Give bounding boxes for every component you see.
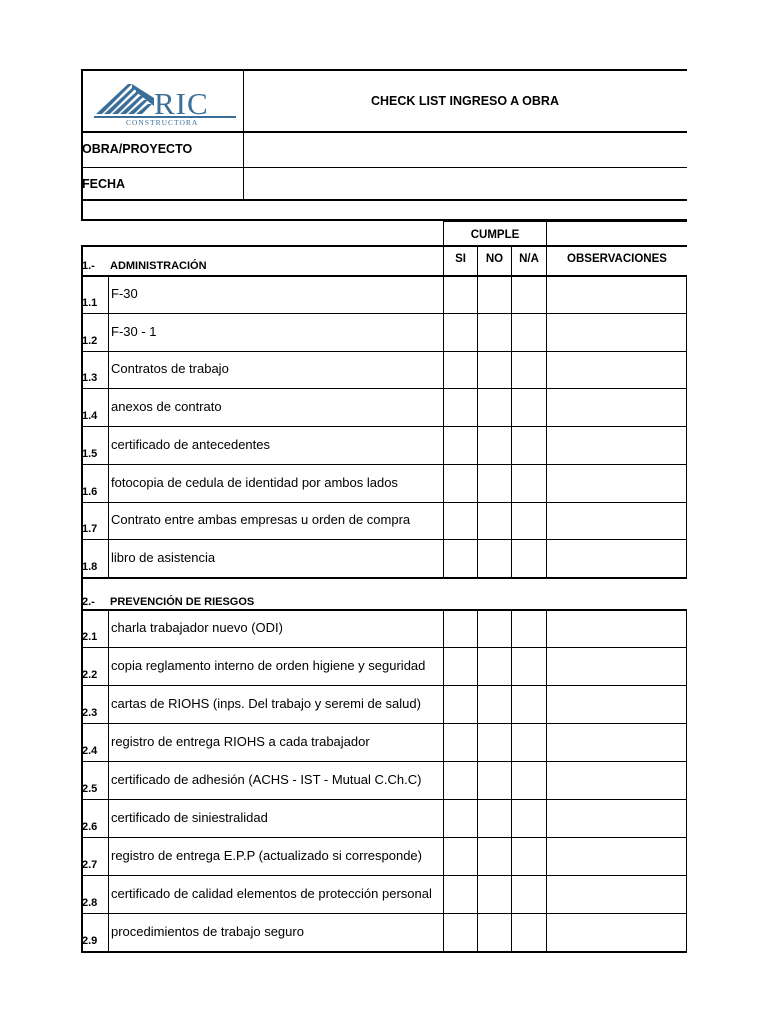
item-label: cartas de RIOHS (inps. Del trabajo y seremi de salud): [111, 696, 421, 711]
item-number: 2.9: [82, 935, 98, 947]
observaciones-field[interactable]: [547, 389, 686, 426]
item-number: 1.6: [82, 485, 98, 498]
no-checkbox[interactable]: [478, 914, 511, 951]
observaciones-field[interactable]: [547, 352, 686, 389]
observaciones-field[interactable]: [547, 503, 686, 540]
observaciones-field[interactable]: [547, 314, 686, 351]
no-checkbox[interactable]: [478, 686, 511, 723]
na-header: N/A: [519, 253, 539, 265]
cumple-header: CUMPLE: [470, 229, 520, 241]
item-number: 2.7: [82, 859, 98, 871]
no-checkbox[interactable]: [478, 838, 511, 875]
no-checkbox[interactable]: [478, 876, 511, 913]
observaciones-field[interactable]: [547, 724, 686, 761]
no-header: NO: [485, 253, 504, 265]
si-checkbox[interactable]: [444, 762, 477, 799]
fecha-field[interactable]: [244, 168, 687, 199]
si-checkbox[interactable]: [444, 876, 477, 913]
item-number: 2.6: [82, 821, 98, 833]
item-number: 1.3: [82, 372, 98, 385]
item-label: charla trabajador nuevo (ODI): [111, 620, 283, 635]
na-checkbox[interactable]: [512, 876, 546, 913]
no-checkbox[interactable]: [478, 389, 511, 426]
item-number: 2.8: [82, 897, 98, 909]
logo-text: RIC: [154, 86, 209, 121]
observaciones-field[interactable]: [547, 838, 686, 875]
item-label: fotocopia de cedula de identidad por ambos lados: [111, 474, 398, 490]
na-checkbox[interactable]: [512, 427, 546, 464]
observaciones-field[interactable]: [547, 540, 686, 577]
item-number: 2.3: [82, 707, 98, 719]
no-checkbox[interactable]: [478, 427, 511, 464]
observaciones-field[interactable]: [547, 648, 686, 685]
na-checkbox[interactable]: [512, 465, 546, 502]
si-checkbox[interactable]: [444, 838, 477, 875]
no-checkbox[interactable]: [478, 314, 511, 351]
item-number: 1.1: [82, 296, 98, 309]
si-checkbox[interactable]: [444, 724, 477, 761]
na-checkbox[interactable]: [512, 276, 546, 313]
item-number: 2.4: [82, 745, 98, 757]
item-label: libro de asistencia: [111, 550, 216, 565]
item-number: 1.7: [82, 523, 98, 536]
item-label: Contrato entre ambas empresas u orden de compra: [111, 512, 411, 528]
si-checkbox[interactable]: [444, 648, 477, 685]
observaciones-header: OBSERVACIONES: [567, 253, 667, 265]
na-checkbox[interactable]: [512, 762, 546, 799]
no-checkbox[interactable]: [478, 503, 511, 540]
na-checkbox[interactable]: [512, 914, 546, 951]
section-title-administracion: ADMINISTRACIÓN: [110, 260, 207, 272]
no-checkbox[interactable]: [478, 540, 511, 577]
logo-subtext: CONSTRUCTORA: [126, 118, 199, 127]
item-label: certificado de antecedentes: [111, 436, 270, 452]
section-number: 2.-: [82, 596, 95, 608]
observaciones-field[interactable]: [547, 762, 686, 799]
na-checkbox[interactable]: [512, 540, 546, 577]
observaciones-field[interactable]: [547, 465, 686, 502]
no-checkbox[interactable]: [478, 800, 511, 837]
no-checkbox[interactable]: [478, 648, 511, 685]
item-label: procedimientos de trabajo seguro: [111, 924, 304, 939]
na-checkbox[interactable]: [512, 352, 546, 389]
na-checkbox[interactable]: [512, 389, 546, 426]
na-checkbox[interactable]: [512, 800, 546, 837]
observaciones-field[interactable]: [547, 686, 686, 723]
item-label: certificado de calidad elementos de protección personal: [111, 886, 432, 901]
si-checkbox[interactable]: [444, 610, 477, 647]
observaciones-field[interactable]: [547, 914, 686, 951]
page-title: CHECK LIST INGRESO A OBRA: [371, 94, 559, 108]
item-number: 2.2: [82, 669, 98, 681]
no-checkbox[interactable]: [478, 352, 511, 389]
si-checkbox[interactable]: [444, 540, 477, 577]
section-title-prevencion: PREVENCIÓN DE RIESGOS: [110, 596, 255, 608]
si-checkbox[interactable]: [444, 314, 477, 351]
no-checkbox[interactable]: [478, 276, 511, 313]
na-checkbox[interactable]: [512, 686, 546, 723]
item-label: Contratos de trabajo: [111, 361, 229, 377]
na-checkbox[interactable]: [512, 314, 546, 351]
si-checkbox[interactable]: [444, 800, 477, 837]
si-checkbox[interactable]: [444, 352, 477, 389]
item-label: F-30: [111, 285, 138, 301]
si-checkbox[interactable]: [444, 389, 477, 426]
no-checkbox[interactable]: [478, 610, 511, 647]
item-label: anexos de contrato: [111, 399, 222, 414]
na-checkbox[interactable]: [512, 648, 546, 685]
company-logo: [92, 78, 240, 128]
no-checkbox[interactable]: [478, 465, 511, 502]
item-number: 2.1: [82, 631, 98, 643]
si-checkbox[interactable]: [444, 465, 477, 502]
item-number: 2.5: [82, 783, 98, 795]
item-label: copia reglamento interno de orden higiene y seguridad: [111, 658, 426, 673]
obra-label: OBRA/PROYECTO: [82, 142, 193, 156]
item-label: certificado de adhesión (ACHS - IST - Mutual C.Ch.C): [111, 772, 422, 787]
item-number: 1.8: [82, 561, 98, 573]
item-label: registro de entrega RIOHS a cada trabajador: [111, 734, 370, 749]
obra-field[interactable]: [244, 132, 687, 167]
na-checkbox[interactable]: [512, 503, 546, 540]
na-checkbox[interactable]: [512, 724, 546, 761]
si-header: SI: [455, 253, 466, 265]
si-checkbox[interactable]: [444, 914, 477, 951]
si-checkbox[interactable]: [444, 427, 477, 464]
section-number: 1.-: [82, 260, 95, 272]
observaciones-field[interactable]: [547, 610, 686, 647]
fecha-label: FECHA: [82, 177, 126, 191]
item-number: 1.4: [82, 410, 98, 422]
no-checkbox[interactable]: [478, 762, 511, 799]
si-checkbox[interactable]: [444, 686, 477, 723]
item-label: registro de entrega E.P.P (actualizado si corresponde): [111, 848, 422, 863]
observaciones-field[interactable]: [547, 800, 686, 837]
item-label: F-30 - 1: [111, 323, 157, 339]
observaciones-field[interactable]: [547, 276, 686, 313]
na-checkbox[interactable]: [512, 610, 546, 647]
item-number: 1.5: [82, 447, 98, 460]
no-checkbox[interactable]: [478, 724, 511, 761]
si-checkbox[interactable]: [444, 276, 477, 313]
item-number: 1.2: [82, 334, 98, 347]
observaciones-field[interactable]: [547, 427, 686, 464]
observaciones-field[interactable]: [547, 876, 686, 913]
na-checkbox[interactable]: [512, 838, 546, 875]
item-label: certificado de siniestralidad: [111, 810, 268, 825]
si-checkbox[interactable]: [444, 503, 477, 540]
